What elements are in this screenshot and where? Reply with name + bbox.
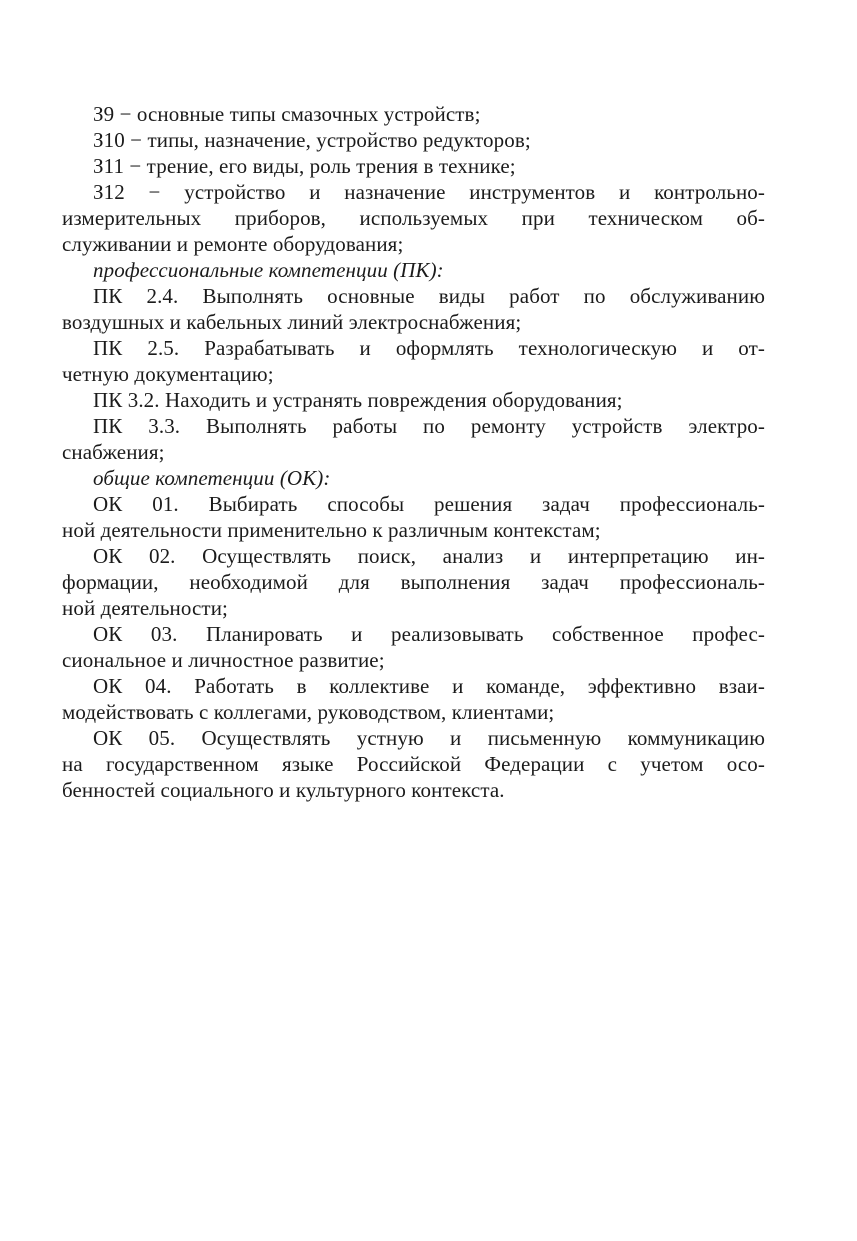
paragraph [62, 413, 765, 465]
text-line: бенностей социального и культурного контекста. [62, 778, 505, 802]
text-line: ОК 01. Выбирать способы решения задач профессиональ- [93, 492, 765, 516]
text-line: воздушных и кабельных линий электроснабжения; [62, 310, 522, 334]
paragraph [62, 179, 765, 257]
paragraph [62, 725, 765, 803]
paragraph [62, 101, 765, 127]
text-line: ПК 3.3. Выполнять работы по ремонту устройств электро- [93, 414, 765, 438]
text-line: ПК 2.5. Разрабатывать и оформлять технологическую и от- [93, 336, 765, 360]
text-line: формации, необходимой для выполнения задач профессиональ- [62, 570, 765, 594]
text-line: профессиональные компетенции (ПК): [93, 258, 444, 282]
paragraph [62, 465, 765, 491]
text-line: сиональное и личностное развитие; [62, 648, 385, 672]
text-line: ОК 02. Осуществлять поиск, анализ и интерпретацию ин- [93, 544, 765, 568]
text-line: ной деятельности; [62, 596, 228, 620]
paragraph [62, 543, 765, 621]
paragraph [62, 153, 765, 179]
text-line: ОК 05. Осуществлять устную и письменную коммуникацию [93, 726, 765, 750]
text-line: служивании и ремонте оборудования; [62, 232, 404, 256]
text-line: З10 − типы, назначение, устройство редукторов; [93, 128, 531, 152]
text-line: ОК 03. Планировать и реализовывать собственное профес- [93, 622, 765, 646]
text-line: модействовать с коллегами, руководством, клиентами; [62, 700, 555, 724]
paragraph [62, 335, 765, 387]
text-line: ПК 3.2. Находить и устранять повреждения оборудования; [93, 388, 623, 412]
text-line: снабжения; [62, 440, 165, 464]
paragraph [62, 673, 765, 725]
paragraph [62, 257, 765, 283]
paragraph [62, 127, 765, 153]
text-line: общие компетенции (ОК): [93, 466, 331, 490]
paragraph [62, 283, 765, 335]
text-line: ПК 2.4. Выполнять основные виды работ по обслуживанию [93, 284, 765, 308]
text-line: ОК 04. Работать в коллективе и команде, эффективно взаи- [93, 674, 765, 698]
text-line: ной деятельности применительно к различным контекстам; [62, 518, 601, 542]
text-line: на государственном языке Российской Федерации с учетом осо- [62, 752, 765, 776]
paragraph [62, 491, 765, 543]
paragraph [62, 621, 765, 673]
text-line: четную документацию; [62, 362, 274, 386]
text-line: измерительных приборов, используемых при техническом об- [62, 206, 765, 230]
paragraph [62, 387, 765, 413]
text-content [62, 101, 765, 803]
text-line: З12 − устройство и назначение инструментов и контрольно- [93, 180, 765, 204]
text-line: З9 − основные типы смазочных устройств; [93, 102, 481, 126]
text-line: З11 − трение, его виды, роль трения в технике; [93, 154, 516, 178]
